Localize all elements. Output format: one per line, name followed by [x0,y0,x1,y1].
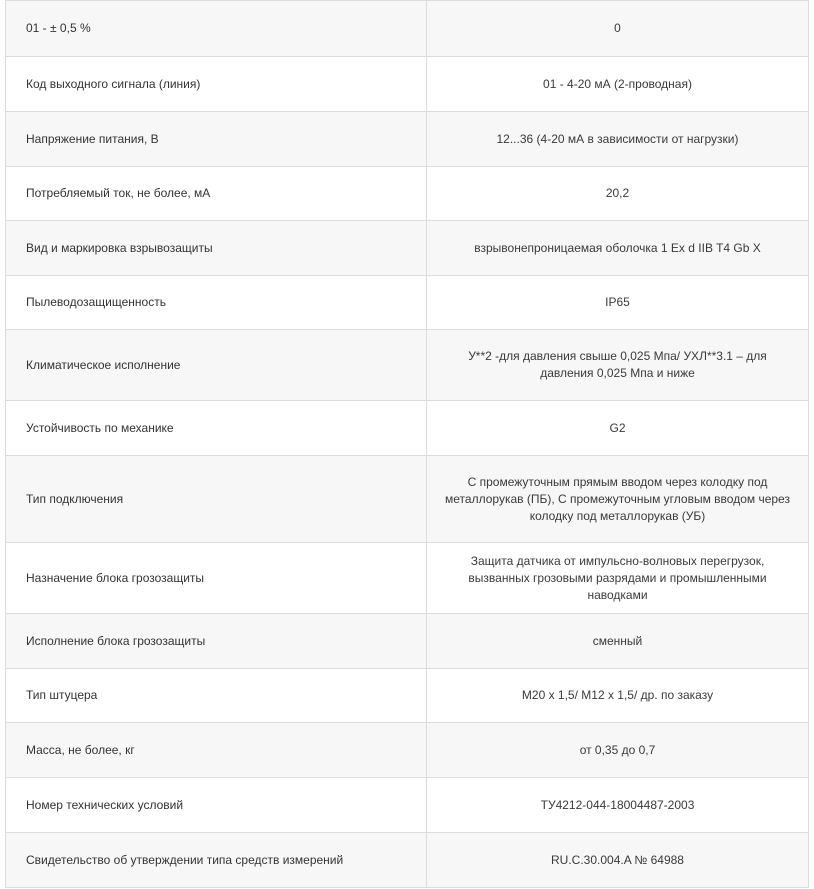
param-name: Устойчивость по механике [6,401,427,456]
param-value: 0 [427,1,809,57]
param-value: 20,2 [427,167,809,221]
table-row [6,543,809,614]
table-row [6,401,809,456]
table-row [6,456,809,543]
param-name: Назначение блока грозозащиты [6,543,427,614]
param-value: ТУ4212-044-18004487-2003 [427,778,809,833]
param-name: Тип штуцера [6,669,427,723]
table-row [6,723,809,778]
param-value: С промежуточным прямым вводом через колодку под металлорукав (ПБ), С промежуточным угловым вводом через колодку под металлорукав (УБ) [427,456,809,543]
table-row [6,57,809,112]
table-row [6,778,809,833]
param-value: от 0,35 до 0,7 [427,723,809,778]
param-name: Код выходного сигнала (линия) [6,57,427,112]
param-value: У**2 -для давления свыше 0,025 Мпа/ УХЛ**3.1 – для давления 0,025 Мпа и ниже [427,330,809,401]
table-row [6,669,809,723]
table-row [6,112,809,167]
param-value: взрывонепроницаемая оболочка 1 Ex d IIB T4 Gb X [427,221,809,276]
table-row [6,1,809,57]
param-value: RU.C.30.004.A № 64988 [427,833,809,888]
table-row [6,330,809,401]
param-value: 01 - 4-20 мА (2-проводная) [427,57,809,112]
param-value: IP65 [427,276,809,330]
param-name: Исполнение блока грозозащиты [6,614,427,669]
table-row [6,833,809,888]
table-row [6,276,809,330]
param-value: сменный [427,614,809,669]
param-name: Вид и маркировка взрывозащиты [6,221,427,276]
param-value: 12...36 (4-20 мА в зависимости от нагрузки) [427,112,809,167]
param-name: Номер технических условий [6,778,427,833]
param-name: Пылеводозащищенность [6,276,427,330]
param-value: М20 х 1,5/ М12 х 1,5/ др. по заказу [427,669,809,723]
param-value: Защита датчика от импульсно-волновых перегрузок, вызванных грозовыми разрядами и промышленными наводками [427,543,809,614]
specifications-table [5,0,809,888]
table-row [6,167,809,221]
param-name: Климатическое исполнение [6,330,427,401]
param-name: Масса, не более, кг [6,723,427,778]
param-name: Напряжение питания, В [6,112,427,167]
param-name: Потребляемый ток, не более, мА [6,167,427,221]
param-name: Свидетельство об утверждении типа средств измерений [6,833,427,888]
param-value: G2 [427,401,809,456]
table-row [6,221,809,276]
table-row [6,614,809,669]
param-name: Тип подключения [6,456,427,543]
param-name: 01 - ± 0,5 % [6,1,427,57]
